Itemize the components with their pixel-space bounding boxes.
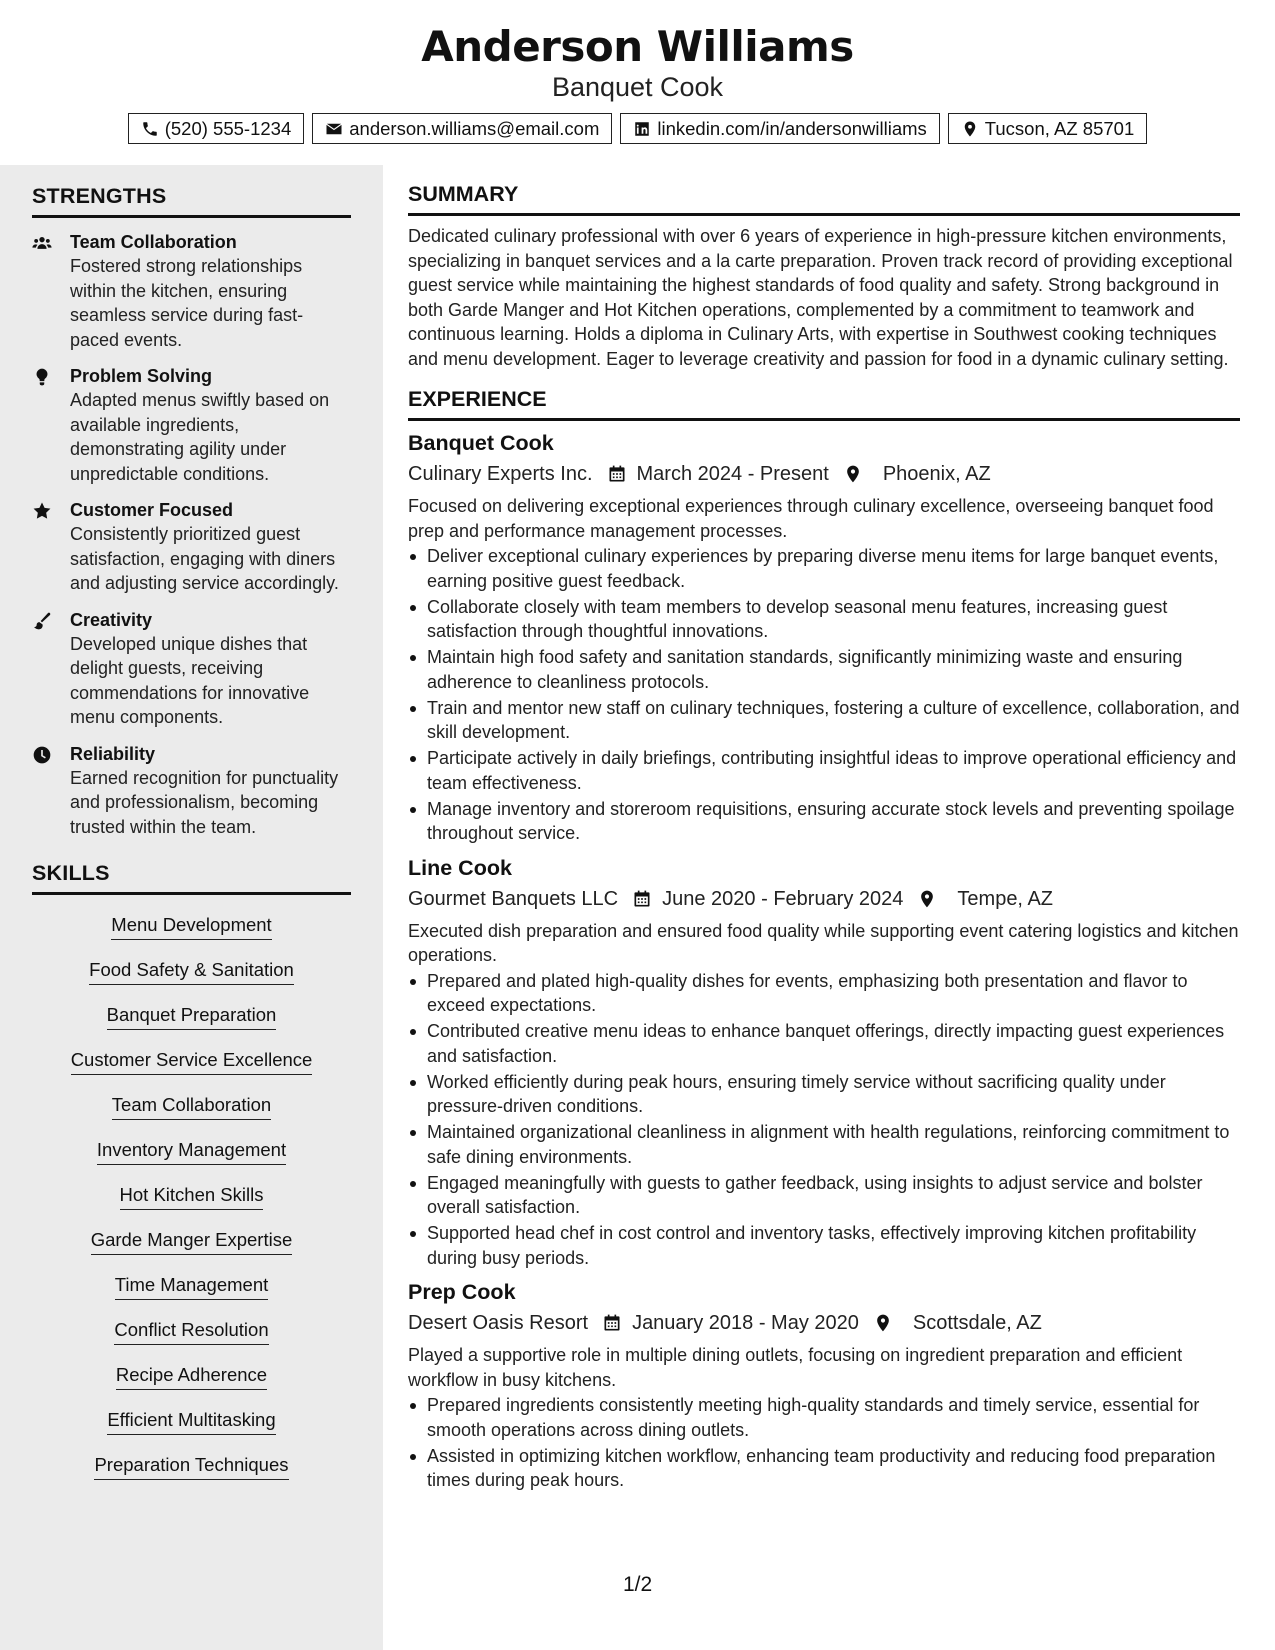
skills-list — [32, 903, 351, 1488]
skill-item — [32, 1083, 351, 1128]
job-company: Desert Oasis Resort — [408, 1312, 589, 1334]
skill-item — [32, 993, 351, 1038]
skill-label: Recipe Adherence — [116, 1364, 267, 1390]
strength-desc: Fostered strong relationships within the kitchen, ensuring seamless service during fast-paced events. — [70, 256, 304, 350]
skill-item — [32, 1308, 351, 1353]
strength-desc: Adapted menus swiftly based on available ingredients, demonstrating agility under unpredictable conditions. — [70, 390, 330, 484]
skill-item — [32, 948, 351, 993]
skill-label: Menu Development — [111, 914, 271, 940]
skill-item — [32, 1353, 351, 1398]
paintbrush-icon — [32, 611, 52, 631]
strength-item — [32, 364, 351, 486]
map-pin-icon — [843, 464, 863, 484]
job-bullet: Supported head chef in cost control and inventory tasks, effectively improving kitchen profitability during busy periods. — [408, 1221, 1240, 1270]
lightbulb-icon — [32, 367, 52, 387]
contact-location-text: Tucson, AZ 85701 — [984, 117, 1135, 139]
skill-label: Team Collaboration — [112, 1094, 271, 1120]
job-description: Played a supportive role in multiple dining outlets, focusing on ingredient preparation and efficient workflow in busy kitchens. — [408, 1345, 1183, 1390]
contact-phone-text: (520) 555-1234 — [164, 117, 292, 139]
skill-item — [32, 1218, 351, 1263]
page-number: 1/2 — [623, 1573, 653, 1596]
skill-item — [32, 1173, 351, 1218]
resume-name: Anderson Williams — [421, 22, 854, 71]
skill-item — [32, 1128, 351, 1173]
summary-text: Dedicated culinary professional with over 6 years of experience in high-pressure kitchen environments, specializing in banquet services and a la carte preparation. Proven track record of providing exceptional guest service while maintaining the highest standards of food quality and safety. Strong background in both Garde Manger and Hot Kitchen operations, complemented by a commitment to teamwork and continuous learning. Holds a diploma in Culinary Arts, with expertise in Southwest cooking techniques and menu development. Eager to leverage creativity and passion for food in a dynamic culinary setting. — [408, 226, 1233, 369]
job-bullets — [408, 1393, 1240, 1493]
contact-location — [948, 113, 1147, 144]
job-bullet: Deliver exceptional culinary experiences by preparing diverse menu items for large banquet events, earning positive guest feedback. — [408, 544, 1240, 593]
strengths-heading: STRENGTHS — [32, 184, 351, 218]
strength-item — [32, 742, 351, 840]
job-bullet: Maintained organizational cleanliness in alignment with health regulations, reinforcing commitment to safe dining environments. — [408, 1120, 1240, 1169]
experience-heading: EXPERIENCE — [408, 387, 1240, 421]
job-location: Phoenix, AZ — [882, 463, 991, 485]
map-pin-icon — [917, 889, 937, 909]
users-icon — [32, 233, 52, 253]
phone-icon — [141, 120, 159, 138]
job-bullet: Maintain high food safety and sanitation standards, significantly minimizing waste and ensuring adherence to cleanliness protocols. — [408, 645, 1240, 694]
job-entry — [408, 854, 1240, 1271]
strength-title: Team Collaboration — [70, 232, 237, 252]
strength-item — [32, 608, 351, 730]
strength-item — [32, 230, 351, 352]
strength-item — [32, 498, 351, 596]
envelope-icon — [325, 120, 343, 138]
job-meta — [408, 460, 1240, 488]
skill-label: Banquet Preparation — [107, 1004, 277, 1030]
skill-label: Customer Service Excellence — [71, 1049, 313, 1075]
job-meta — [408, 885, 1240, 913]
strength-desc: Consistently prioritized guest satisfaction, engaging with diners and adjusting service accordingly. — [70, 524, 339, 593]
resume-role: Banquet Cook — [551, 72, 724, 102]
job-bullet: Worked efficiently during peak hours, ensuring timely service without sacrificing quality under pressure-driven conditions. — [408, 1070, 1240, 1119]
skill-label: Food Safety & Sanitation — [89, 959, 294, 985]
job-location: Tempe, AZ — [957, 887, 1054, 910]
job-bullets — [408, 969, 1240, 1271]
job-dates: March 2024 - Present — [636, 463, 829, 485]
job-title: Banquet Cook — [408, 431, 554, 455]
job-dates: June 2020 - February 2024 — [662, 887, 904, 910]
skill-item — [32, 1398, 351, 1443]
map-pin-icon — [873, 1313, 893, 1333]
contact-linkedin-text: linkedin.com/in/andersonwilliams — [657, 117, 927, 139]
calendar-icon — [607, 464, 627, 484]
job-description: Focused on delivering exceptional experiences through culinary excellence, overseeing banquet food prep and performance management processes. — [408, 496, 1214, 541]
strength-title: Problem Solving — [70, 366, 213, 386]
main-column — [408, 182, 1240, 1494]
linkedin-icon — [633, 120, 651, 138]
skill-label: Efficient Multitasking — [107, 1409, 275, 1435]
skill-label: Hot Kitchen Skills — [120, 1184, 264, 1210]
job-bullet: Prepared ingredients consistently meeting high-quality standards and timely service, essential for smooth operations across dining outlets. — [408, 1393, 1240, 1442]
job-title: Line Cook — [408, 855, 512, 880]
strength-desc: Earned recognition for punctuality and professionalism, becoming trusted within the team. — [70, 767, 339, 837]
job-bullets — [408, 544, 1240, 846]
job-bullet: Collaborate closely with team members to develop seasonal menu features, increasing guest satisfaction through thoughtful innovations. — [408, 595, 1240, 644]
job-dates: January 2018 - May 2020 — [632, 1312, 859, 1334]
job-entry — [408, 429, 1240, 846]
contact-bar — [0, 113, 1275, 144]
job-bullet: Engaged meaningfully with guests to gather feedback, using insights to adjust service and bolster overall satisfaction. — [408, 1171, 1240, 1220]
map-pin-icon — [961, 120, 979, 138]
sidebar — [0, 165, 383, 1650]
jobs-list — [408, 429, 1240, 1493]
skill-label: Garde Manger Expertise — [91, 1229, 293, 1255]
skill-label: Preparation Techniques — [94, 1454, 288, 1480]
skill-label: Inventory Management — [97, 1139, 286, 1165]
skill-item — [32, 1038, 351, 1083]
job-meta — [408, 1309, 1240, 1337]
job-title: Prep Cook — [408, 1280, 516, 1304]
job-company: Culinary Experts Inc. — [408, 463, 593, 485]
star-icon — [32, 501, 52, 521]
skill-label: Time Management — [115, 1274, 269, 1300]
job-bullet: Participate actively in daily briefings, contributing insightful ideas to improve operational efficiency and team effectiveness. — [408, 746, 1240, 795]
skill-item — [32, 1263, 351, 1308]
job-location: Scottsdale, AZ — [912, 1312, 1042, 1334]
calendar-icon — [632, 889, 652, 909]
summary-heading: SUMMARY — [408, 182, 1240, 216]
job-bullet: Train and mentor new staff on culinary techniques, fostering a culture of excellence, collaboration, and skill development. — [408, 696, 1240, 745]
skill-item — [32, 903, 351, 948]
skill-item — [32, 1443, 351, 1488]
skills-heading: SKILLS — [32, 861, 351, 895]
skill-label: Conflict Resolution — [114, 1319, 268, 1345]
job-entry — [408, 1278, 1240, 1493]
contact-email[interactable] — [312, 113, 612, 144]
calendar-icon — [602, 1313, 622, 1333]
strength-title: Creativity — [70, 609, 153, 630]
job-bullet: Assisted in optimizing kitchen workflow, enhancing team productivity and reducing food preparation times during peak hours. — [408, 1444, 1240, 1493]
job-bullet: Manage inventory and storeroom requisitions, ensuring accurate stock levels and preventing spoilage throughout service. — [408, 797, 1240, 846]
strength-title: Reliability — [70, 743, 156, 764]
job-company: Gourmet Banquets LLC — [408, 887, 619, 910]
contact-linkedin[interactable] — [620, 113, 939, 144]
strength-title: Customer Focused — [70, 500, 234, 520]
contact-email-text: anderson.williams@email.com — [349, 117, 600, 139]
job-bullet: Contributed creative menu ideas to enhance banquet offerings, directly impacting guest experiences and satisfaction. — [408, 1019, 1240, 1068]
clock-icon — [32, 745, 52, 765]
job-bullet: Prepared and plated high-quality dishes for events, emphasizing both presentation and flavor to exceed expectations. — [408, 969, 1240, 1018]
job-description: Executed dish preparation and ensured food quality while supporting event catering logistics and kitchen operations. — [408, 920, 1239, 965]
strength-desc: Developed unique dishes that delight guests, receiving commendations for innovative menu components. — [70, 633, 310, 727]
contact-phone[interactable] — [128, 113, 305, 144]
